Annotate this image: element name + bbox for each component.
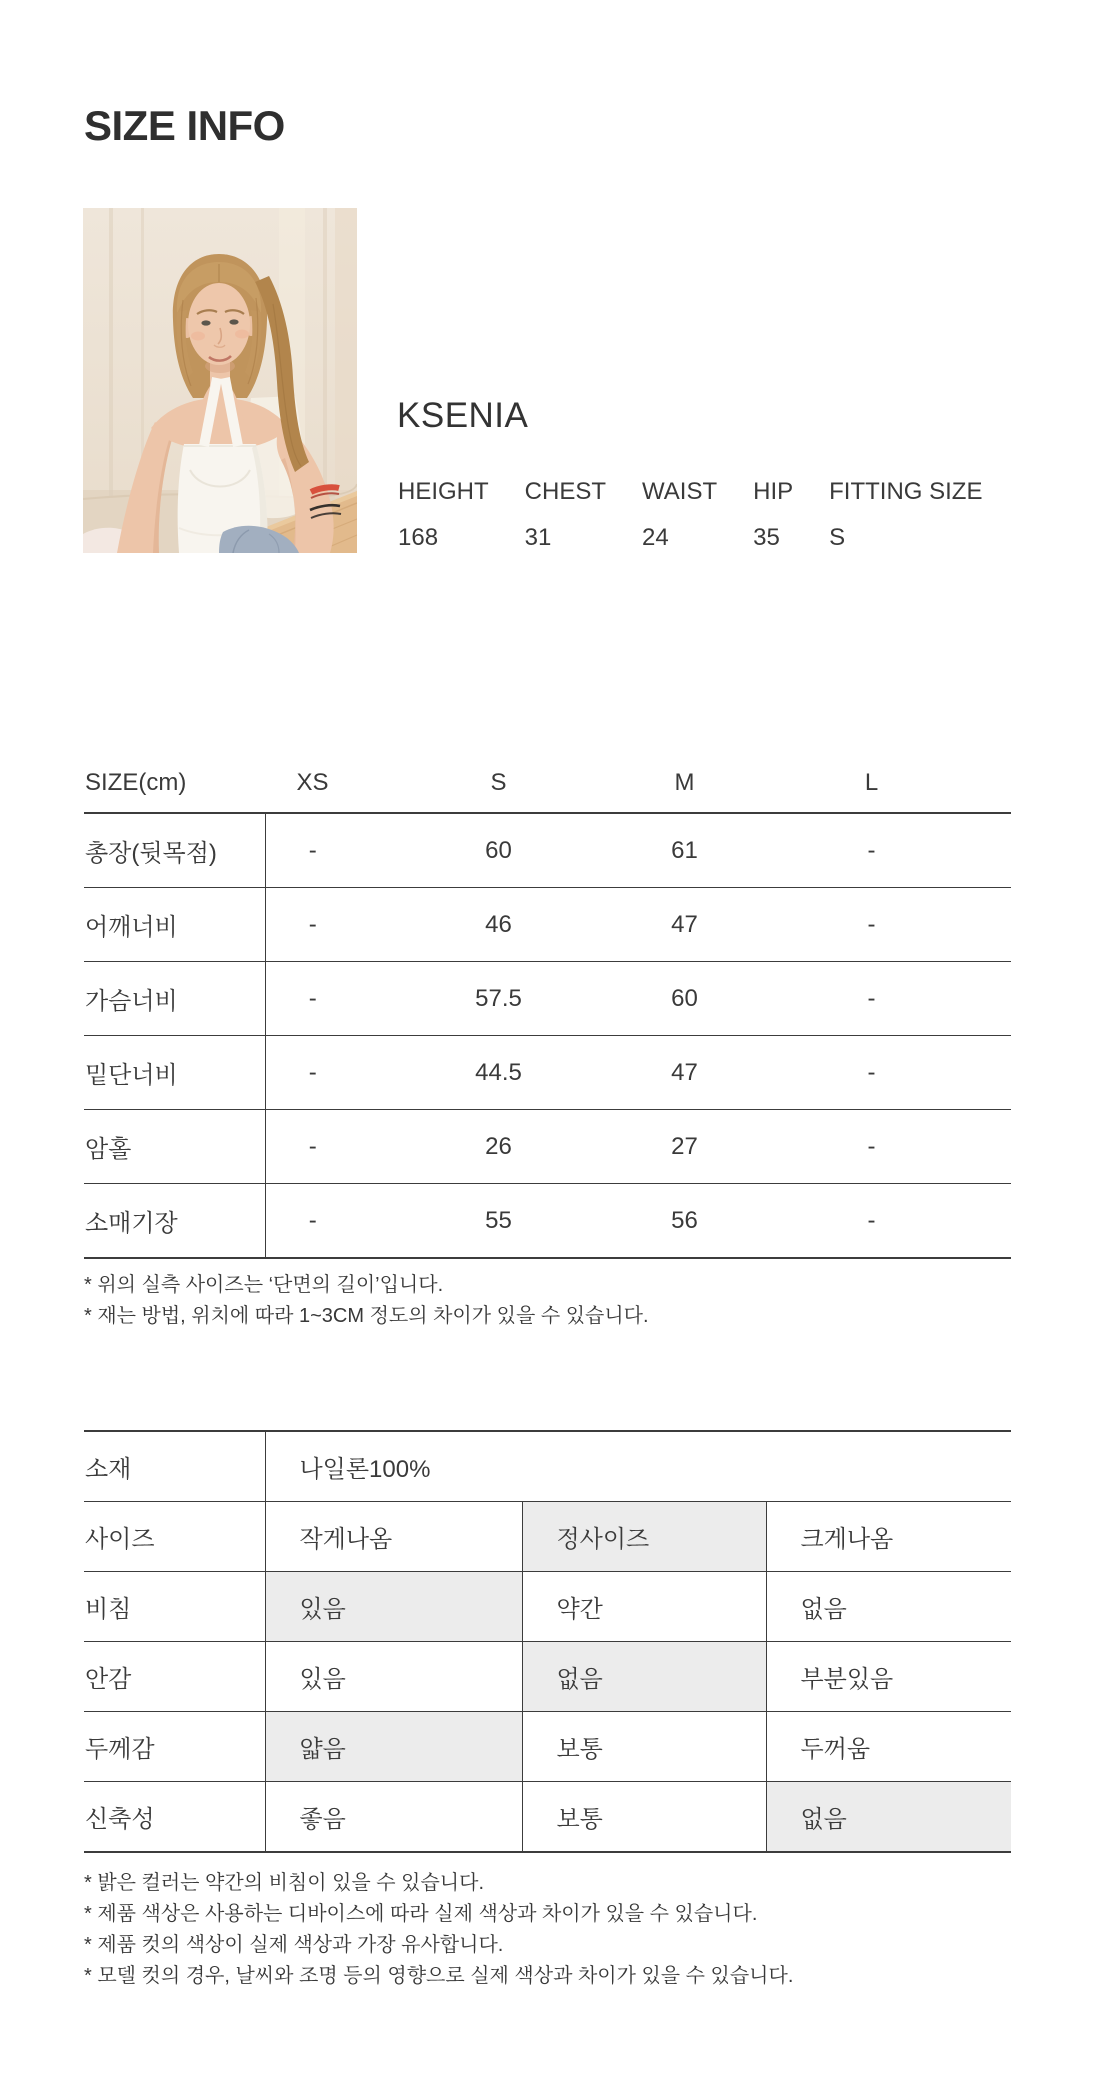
measurement-label: CHEST [524,478,607,505]
material-value: 나일론100% [265,1431,1011,1502]
fabric-row-label: 소재 [84,1431,265,1502]
size-cell: 47 [637,888,823,962]
fabric-option: 보통 [522,1782,766,1853]
size-cell: - [823,1184,1011,1259]
fabric-option: 없음 [522,1642,766,1712]
fabric-row-label: 두께감 [84,1712,265,1782]
fabric-option: 있음 [265,1572,522,1642]
model-photo [83,208,357,553]
fabric-row-label: 사이즈 [84,1502,265,1572]
size-table-header-cell: SIZE(cm) [84,753,265,813]
measurement-waist [642,478,717,552]
fabric-table [84,1430,1011,1853]
size-cell: 55 [451,1184,637,1259]
table-row [84,1110,1011,1184]
size-row-label: 어깨너비 [84,888,265,962]
note-line: * 모델 컷의 경우, 날씨와 조명 등의 영향으로 실제 색상과 차이가 있을 수 있습니다. [84,1965,794,1987]
fabric-option: 두꺼움 [766,1712,1011,1782]
fabric-option: 부분있음 [766,1642,1011,1712]
size-cell: - [265,813,451,888]
fabric-option: 보통 [522,1712,766,1782]
size-cell: 26 [451,1110,637,1184]
size-cell: 61 [637,813,823,888]
fabric-option: 약간 [522,1572,766,1642]
measurement-label: HEIGHT [398,478,489,505]
table-row [84,1712,1011,1782]
fabric-row-label: 비침 [84,1572,265,1642]
fabric-option: 얇음 [265,1712,522,1782]
measurement-chest [525,478,606,552]
size-table-header-cell: XS [265,753,451,813]
size-cell: 57.5 [451,962,637,1036]
size-cell: - [265,1036,451,1110]
fabric-option: 크게나옴 [766,1502,1011,1572]
size-table-header-cell: M [637,753,823,813]
fabric-notes [84,1868,793,1992]
size-cell: - [265,1110,451,1184]
page-title: SIZE INFO [84,102,285,150]
fabric-row-label: 안감 [84,1642,265,1712]
measurement-label: WAIST [642,478,718,505]
model-name: KSENIA [397,396,529,435]
measurement-label: FITTING SIZE [829,478,983,505]
fabric-option: 없음 [766,1572,1011,1642]
note-line: * 재는 방법, 위치에 따라 1~3CM 정도의 차이가 있을 수 있습니다. [84,1305,649,1327]
table-row [84,1642,1011,1712]
size-cell: - [823,813,1011,888]
size-cell: 56 [637,1184,823,1259]
model-photo-illustration [83,208,357,553]
size-cell: 60 [637,962,823,1036]
fabric-option: 없음 [766,1782,1011,1853]
table-row [84,1782,1011,1853]
note-line: * 위의 실측 사이즈는 ‘단면의 길이’입니다. [84,1274,444,1296]
size-cell: 27 [637,1110,823,1184]
measurement-value: 168 [398,524,439,551]
table-row [84,1572,1011,1642]
measurement-value: 24 [642,524,669,551]
size-row-label: 암홀 [84,1110,265,1184]
size-row-label: 총장(뒷목점) [84,813,265,888]
size-cell: - [823,962,1011,1036]
size-cell: - [823,1036,1011,1110]
measurement-hip [753,478,793,552]
size-row-label: 밑단너비 [84,1036,265,1110]
model-measurements [398,478,982,552]
size-cell: 47 [637,1036,823,1110]
size-cell: 44.5 [451,1036,637,1110]
size-notes [84,1270,649,1332]
fabric-option: 작게나옴 [265,1502,522,1572]
size-table-header-cell: L [823,753,1011,813]
size-row-label: 소매기장 [84,1184,265,1259]
size-cell: - [265,962,451,1036]
size-table-header-row [84,753,1011,813]
size-table [84,753,1011,1259]
note-line: * 제품 컷의 색상이 실제 색상과 가장 유사합니다. [84,1934,504,1956]
note-line: * 제품 색상은 사용하는 디바이스에 따라 실제 색상과 차이가 있을 수 있습니다. [84,1903,758,1925]
measurement-value: S [829,524,846,551]
table-row [84,1502,1011,1572]
table-row [84,1184,1011,1259]
note-line: * 밝은 컬러는 약간의 비침이 있을 수 있습니다. [84,1872,484,1894]
table-row [84,1036,1011,1110]
fabric-option: 정사이즈 [522,1502,766,1572]
size-cell: 46 [451,888,637,962]
size-row-label: 가슴너비 [84,962,265,1036]
fabric-option: 있음 [265,1642,522,1712]
measurement-fitting-size [829,478,982,552]
size-cell: 60 [451,813,637,888]
measurement-height [398,478,489,552]
fabric-option: 좋음 [265,1782,522,1853]
size-table-header-cell: S [451,753,637,813]
measurement-label: HIP [753,478,794,505]
table-row [84,1431,1011,1502]
table-row [84,962,1011,1036]
size-cell: - [823,888,1011,962]
measurement-value: 35 [753,524,780,551]
measurement-value: 31 [524,524,552,551]
fabric-row-label: 신축성 [84,1782,265,1853]
size-cell: - [265,888,451,962]
size-cell: - [823,1110,1011,1184]
table-row [84,888,1011,962]
table-row [84,813,1011,888]
size-cell: - [265,1184,451,1259]
